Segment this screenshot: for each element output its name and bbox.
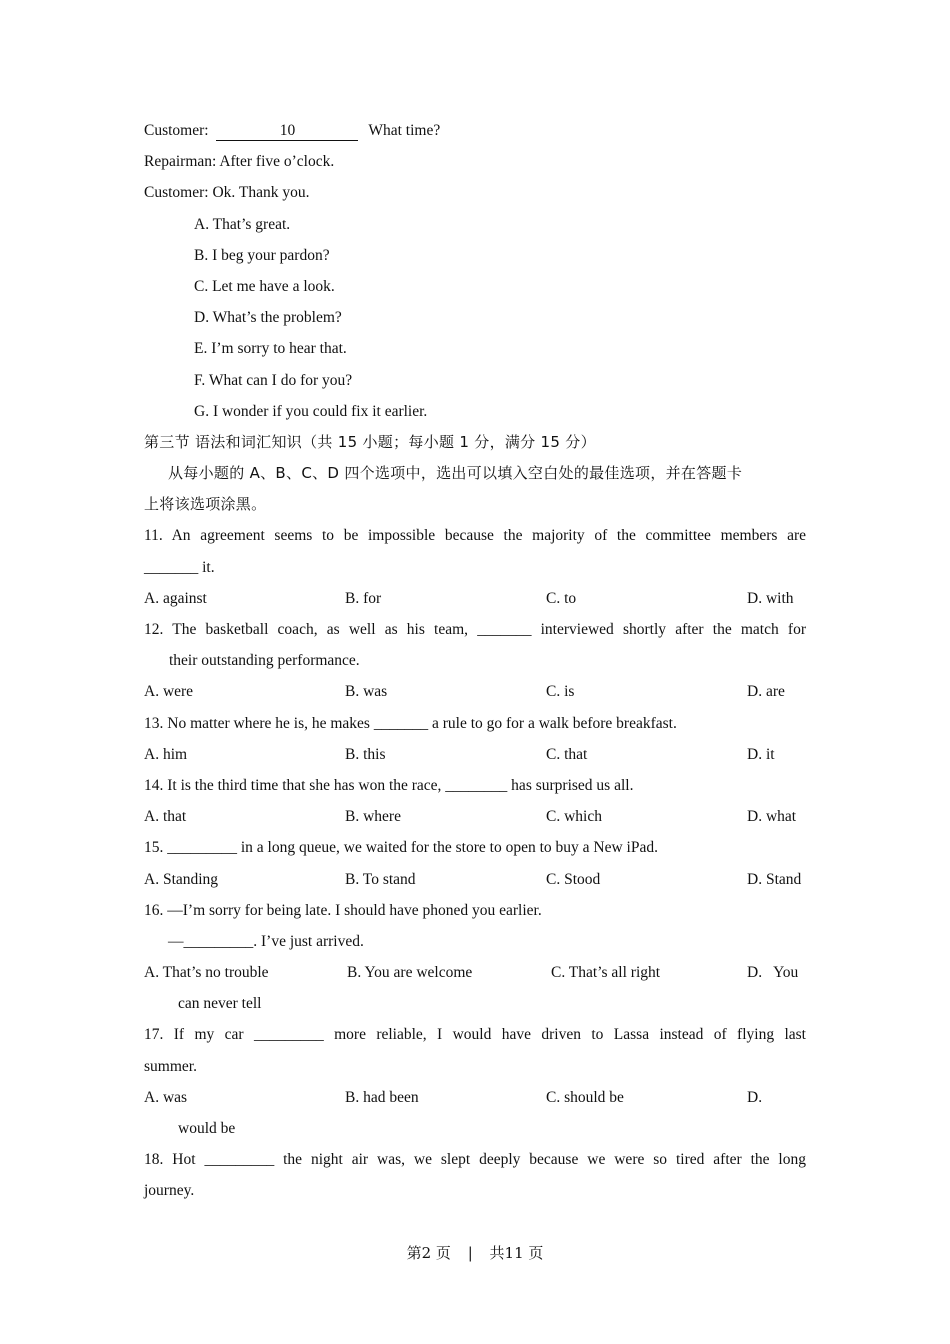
blank-number: 10: [279, 122, 296, 139]
question-14-options: [144, 801, 806, 832]
question-13-stem: 13. No matter where he is, he makes _______ a rule to go for a walk before breakfast.: [144, 714, 677, 732]
option-c: C. that: [546, 745, 588, 763]
question-11-stem-cont: _______ it.: [144, 558, 215, 576]
question-13-options: [144, 739, 806, 770]
choice-c: C. Let me have a look.: [194, 277, 335, 295]
option-a: A. against: [144, 589, 207, 607]
dialogue-line-customer-q10: [144, 115, 806, 146]
option-b: B. for: [345, 589, 382, 607]
option-c: C. Stood: [546, 870, 601, 888]
choice-f: F. What can I do for you?: [194, 371, 353, 389]
option-c: C. to: [546, 589, 577, 607]
question-17-options: [144, 1082, 806, 1113]
option-b: B. To stand: [345, 870, 416, 888]
document-page: [144, 115, 806, 1207]
section-instruction-line1: 从每小题的 A、B、C、D 四个选项中，选出可以填入空白处的最佳选项，并在答题卡: [168, 464, 743, 483]
answer-blank-10: [216, 122, 358, 141]
option-c: C. should be: [546, 1088, 624, 1106]
page-footer: [0, 1242, 950, 1263]
question-18-stem-cont: journey.: [144, 1182, 195, 1200]
question-15-options: [144, 864, 806, 895]
option-b: B. this: [345, 745, 386, 763]
option-b: B. had been: [345, 1088, 419, 1106]
option-b: B. where: [345, 808, 401, 826]
choice-a: A. That’s great.: [194, 215, 291, 233]
question-17-stem: 17. If my car _________ more reliable, I would have driven to Lassa instead of flying last: [144, 1026, 806, 1044]
option-a: A. was: [144, 1088, 188, 1106]
page-total: 共11 页: [489, 1244, 544, 1262]
question-16-stem-cont: —_________. I’ve just arrived.: [168, 932, 364, 950]
option-c: C. is: [546, 683, 575, 701]
question-17-option-d-cont: would be: [178, 1120, 236, 1137]
question-12-options: [144, 676, 806, 707]
question-16-options: [144, 957, 806, 988]
option-d: D. Stand: [747, 870, 802, 888]
option-c: C. That’s all right: [551, 964, 661, 982]
question-12-stem: 12. The basketball coach, as well as his team, _______ interviewed shortly after the match for: [144, 621, 806, 638]
dialogue-line-repairman: Repairman: After five o’clock.: [144, 153, 335, 171]
question-14-stem: 14. It is the third time that she has won the race, ________ has surprised us all.: [144, 776, 634, 794]
section-heading: 第三节 语法和词汇知识（共 15 小题；每小题 1 分，满分 15 分）: [144, 432, 596, 451]
footer-separator: |: [467, 1244, 473, 1262]
choice-b: B. I beg your pardon?: [194, 246, 330, 264]
page-number: 第2 页: [406, 1244, 451, 1262]
dialogue-text: What time?: [368, 122, 441, 139]
choice-g: G. I wonder if you could fix it earlier.: [194, 402, 428, 420]
dialogue-line-customer-end: Customer: Ok. Thank you.: [144, 184, 310, 202]
option-d: D. what: [747, 808, 797, 826]
question-18-stem: 18. Hot _________ the night air was, we slept deeply because we were so tired after the long: [144, 1151, 806, 1169]
question-11-options: [144, 583, 806, 614]
choice-e: E. I’m sorry to hear that.: [194, 340, 347, 358]
question-12-stem-cont: their outstanding performance.: [169, 652, 360, 670]
option-a: A. him: [144, 745, 188, 763]
option-a: A. Standing: [144, 870, 219, 888]
question-15-stem: 15. _________ in a long queue, we waited for the store to open to buy a New iPad.: [144, 839, 658, 857]
option-d: D. it: [747, 745, 775, 763]
question-11-stem: 11. An agreement seems to be impossible because the majority of the committee members are: [144, 527, 806, 545]
speaker-customer: Customer:: [144, 122, 209, 139]
option-b: B. You are welcome: [347, 964, 473, 982]
option-d: D. You: [747, 964, 799, 982]
question-16-stem: 16. —I’m sorry for being late. I should have phoned you earlier.: [144, 901, 542, 919]
option-d: D. with: [747, 589, 794, 607]
question-16-option-d-cont: can never tell: [178, 995, 262, 1013]
option-a: A. That’s no trouble: [144, 964, 269, 982]
option-d: D. are: [747, 683, 785, 701]
option-b: B. was: [345, 683, 388, 701]
option-a: A. were: [144, 683, 194, 701]
option-c: C. which: [546, 808, 602, 826]
choice-d: D. What’s the problem?: [194, 309, 342, 327]
question-17-stem-cont: summer.: [144, 1057, 197, 1075]
section-instruction-line2: 上将该选项涂黑。: [144, 495, 267, 514]
option-d: D.: [747, 1088, 763, 1106]
option-a: A. that: [144, 808, 187, 826]
